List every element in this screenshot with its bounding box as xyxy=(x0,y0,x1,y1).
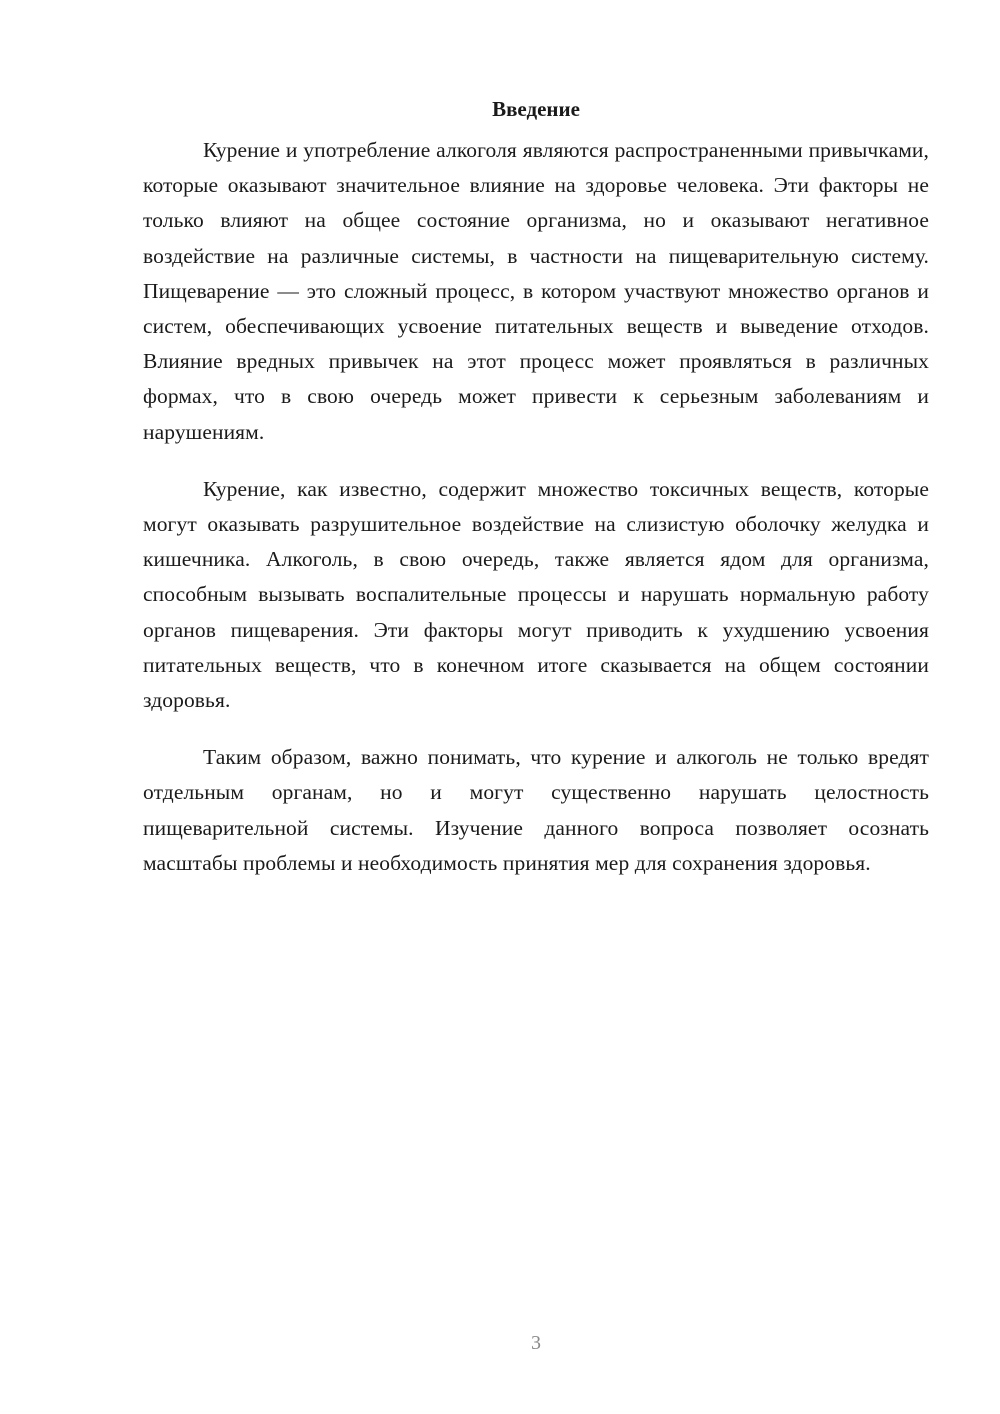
paragraph-1: Курение и употребление алкоголя являются распространенными привычками, которые оказывают значительное влияние на здоровье человека. Эти факторы не только влияют на общее состояние организма, но и оказывают негативное воздействие на различные системы, в частности на пищеварительную систему. Пищеварение — это сложный процесс, в котором участвуют множество органов и систем, обеспечивающих усвоение питательных веществ и выведение отходов. Влияние вредных привычек на этот процесс может проявляться в различных формах, что в свою очередь может привести к серьезным заболеваниям и нарушениям. xyxy=(143,138,929,444)
page-number: 3 xyxy=(531,1332,541,1354)
section-heading: Введение xyxy=(492,97,580,121)
paragraph-2: Курение, как известно, содержит множество токсичных веществ, которые могут оказывать разрушительное воздействие на слизистую оболочку желудка и кишечника. Алкоголь, в свою очередь, также является ядом для организма, способным вызывать воспалительные процессы и нарушать нормальную работу органов пищеварения. Эти факторы могут приводить к ухудшению усвоения питательных веществ, что в конечном итоге сказывается на общем состоянии здоровья. xyxy=(143,476,929,713)
page-content xyxy=(143,92,929,903)
paragraph-3: Таким образом, важно понимать, что курение и алкоголь не только вредят отдельным органам, но и могут существенно нарушать целостность пищеварительной системы. Изучение данного вопроса позволяет осознать масштабы проблемы и необходимость принятия мер для сохранения здоровья. xyxy=(143,745,929,875)
